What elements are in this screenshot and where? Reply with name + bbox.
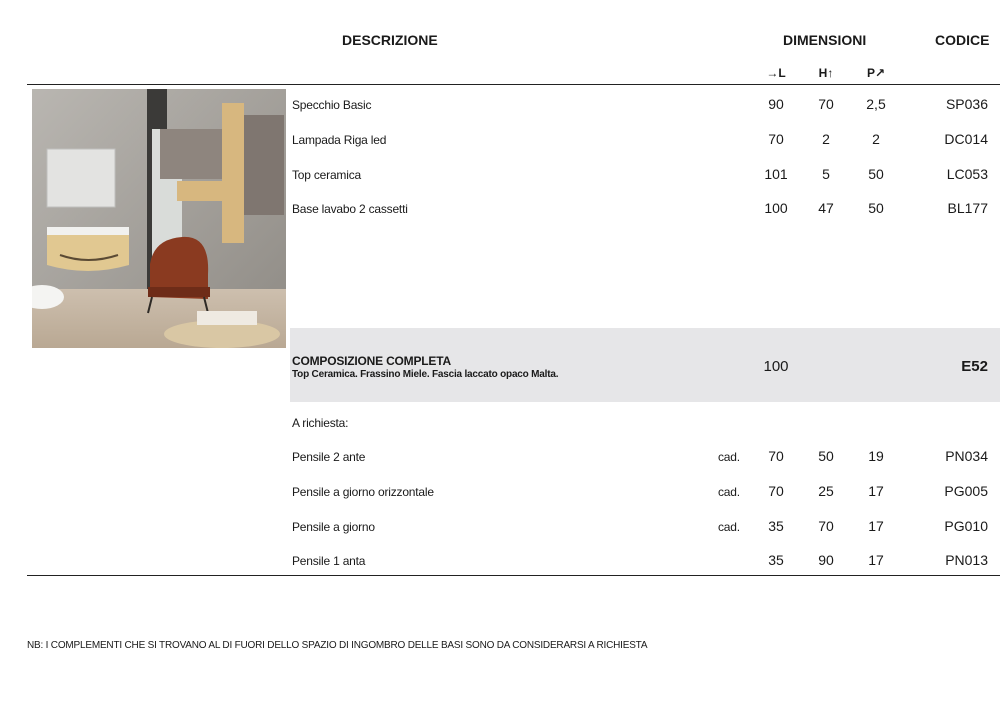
item-l: 100 — [764, 200, 788, 216]
header-descrizione: DESCRIZIONE — [342, 32, 438, 48]
extra-p: 19 — [868, 448, 884, 464]
item-p: 2 — [872, 131, 880, 147]
extra-l: 35 — [768, 552, 784, 568]
item-h: 5 — [822, 166, 830, 182]
item-p: 50 — [868, 200, 884, 216]
item-description: Top ceramica — [292, 168, 361, 182]
extra-description: Pensile a giorno orizzontale — [292, 485, 434, 499]
extra-h: 90 — [818, 552, 834, 568]
dim-h-label: H↑ — [818, 66, 834, 80]
extra-l: 70 — [768, 483, 784, 499]
composition-title: COMPOSIZIONE COMPLETA — [292, 354, 451, 368]
extra-code: PG010 — [944, 518, 988, 534]
extra-unit: cad. — [718, 450, 740, 464]
bottom-rule — [27, 575, 1000, 576]
header-codice: CODICE — [935, 32, 990, 48]
item-code: SP036 — [945, 96, 988, 112]
extra-l: 35 — [768, 518, 784, 534]
extra-l: 70 — [768, 448, 784, 464]
extra-code: PN013 — [945, 552, 988, 568]
item-h: 70 — [818, 96, 834, 112]
item-description: Base lavabo 2 cassetti — [292, 202, 408, 216]
item-row — [0, 166, 1006, 186]
item-code: BL177 — [947, 200, 988, 216]
extra-description: Pensile a giorno — [292, 520, 375, 534]
extra-row — [0, 518, 1006, 538]
extra-row — [0, 448, 1006, 468]
extra-p: 17 — [868, 518, 884, 534]
extra-p: 17 — [868, 552, 884, 568]
composition-l: 100 — [763, 358, 789, 375]
extra-unit: cad. — [718, 520, 740, 534]
item-l: 70 — [768, 131, 784, 147]
dim-p-label: P↗ — [866, 66, 886, 80]
item-code: DC014 — [944, 131, 988, 147]
item-code: LC053 — [946, 166, 988, 182]
extra-p: 17 — [868, 483, 884, 499]
item-description: Specchio Basic — [292, 98, 372, 112]
on-request-label: A richiesta: — [292, 416, 349, 430]
extra-h: 70 — [818, 518, 834, 534]
item-description: Lampada Riga led — [292, 133, 387, 147]
extra-unit: cad. — [718, 485, 740, 499]
extra-h: 50 — [818, 448, 834, 464]
extra-description: Pensile 2 ante — [292, 450, 366, 464]
item-row — [0, 96, 1006, 116]
item-p: 50 — [868, 166, 884, 182]
extra-row — [0, 483, 1006, 503]
item-h: 47 — [818, 200, 834, 216]
item-h: 2 — [822, 131, 830, 147]
extra-code: PN034 — [945, 448, 988, 464]
item-row — [0, 200, 1006, 220]
extra-code: PG005 — [944, 483, 988, 499]
extra-h: 25 — [818, 483, 834, 499]
footnote: NB: I COMPLEMENTI CHE SI TROVANO AL DI FUORI DELLO SPAZIO DI INGOMBRO DELLE BASI SONO DA CONSIDERARSI A RICHIESTA — [27, 640, 648, 651]
extra-description: Pensile 1 anta — [292, 554, 366, 568]
item-l: 101 — [764, 166, 788, 182]
header-dimensioni: DIMENSIONI — [783, 32, 867, 48]
extra-row — [0, 552, 1006, 572]
item-p: 2,5 — [866, 96, 886, 112]
composition-code: E52 — [961, 358, 988, 375]
top-rule — [27, 84, 1000, 85]
item-l: 90 — [768, 96, 784, 112]
item-row — [0, 131, 1006, 151]
composition-subtitle: Top Ceramica. Frassino Miele. Fascia laccato opaco Malta. — [292, 369, 559, 380]
dim-l-label: →L — [766, 66, 786, 80]
